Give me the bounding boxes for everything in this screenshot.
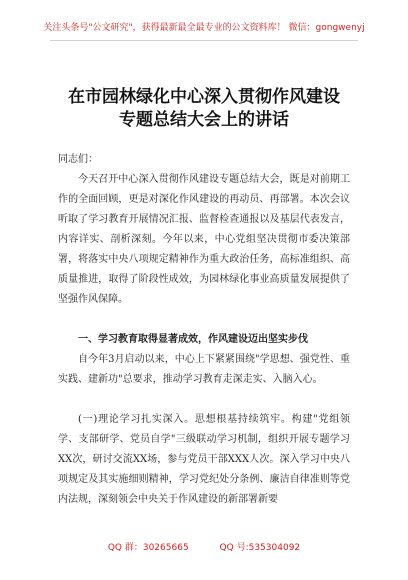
- section-heading-1: 一、学习教育取得显著成效，作风建设迈出坚实步伐: [78, 334, 308, 345]
- document-title-line-2: 专题总结大会上的讲话: [119, 110, 289, 130]
- footer-qq-group: QQ 群：30265665: [107, 543, 189, 553]
- footer-qq-number: QQ 号:535304092: [219, 543, 301, 553]
- header-note: 关注头条号"公文研究"，获得最新最全最专业的公文资料库！ 微信：gongwenyj: [43, 23, 365, 33]
- paragraph-section-1-intro: 自今年3月启动以来，中心上下紧紧围绕"学思想、强党性、重实践、建新功"总要求，推动学习教育走深走实、入脑入心。: [58, 354, 350, 385]
- salutation: 同志们：: [58, 154, 98, 165]
- paragraph-theory-study: (一)理论学习扎实深入。思想根基持续筑牢。构建"党组领学、支部研学、党员自学"三级联动学习机制，组织开展专题学习XX次，研讨交流XX场，参与党员干部XXX人次。深入学习中央八项规定及其实施细则精神，学习党纪处分条例、廉洁自律准则等党内法规，深刻领会中央关于作风建设的新部署新要: [58, 414, 350, 505]
- footer-contact: [0, 540, 408, 553]
- header-divider: [50, 40, 358, 41]
- document-title-line-1: 在市园林绿化中心深入贯彻作风建设: [68, 87, 340, 107]
- paragraph-intro: 今天召开中心深入贯彻作风建设专题总结大会，既是对前期工作的全面回顾，更是对深化作风建设的再动员、再部署。本次会议听取了学习教育开展情况汇报、监督检查通报以及基层代表发言，内容详实、剖析深刻。今年以来，中心党组坚决贯彻市委决策部署，将落实中央八项规定精神作为重大政治任务，高标准组织、高质量推进，取得了阶段性成效，为园林绿化事业高质量发展提供了坚强作风保障。: [58, 174, 350, 305]
